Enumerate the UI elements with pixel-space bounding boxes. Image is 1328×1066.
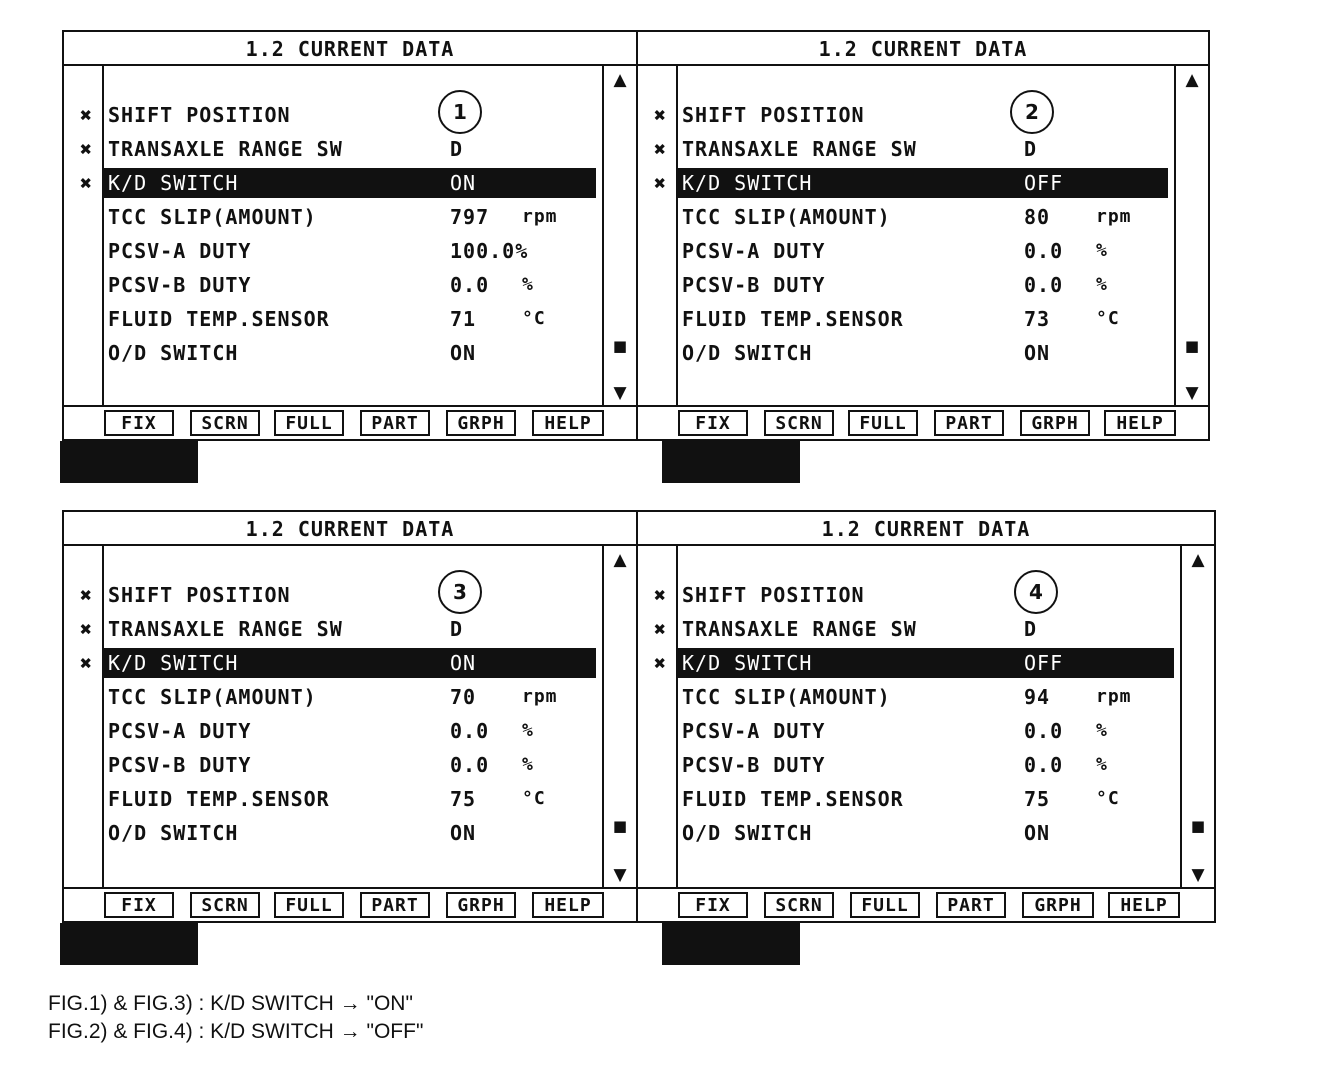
row-value: 0.0 — [1024, 273, 1064, 297]
scrn-key[interactable]: SCRN — [764, 410, 834, 436]
row-label: PCSV-B DUTY — [682, 273, 826, 297]
row-value: OFF — [1024, 651, 1064, 675]
row-unit: % — [1096, 240, 1108, 261]
redaction-block — [662, 441, 800, 483]
row-value: D — [450, 617, 464, 641]
fix-key[interactable]: FIX — [104, 410, 174, 436]
grph-key[interactable]: GRPH — [446, 892, 516, 918]
row-unit: rpm — [1096, 686, 1132, 707]
row-label: TRANSAXLE RANGE SW — [108, 137, 343, 161]
selected-mark-icon: ✖ — [653, 583, 667, 607]
selected-mark-icon: ✖ — [653, 171, 667, 195]
data-row[interactable] — [104, 100, 596, 130]
row-label: TRANSAXLE RANGE SW — [108, 617, 343, 641]
scroll-up-arrow-icon[interactable]: ▲ — [613, 70, 627, 90]
row-unit: rpm — [522, 206, 558, 227]
data-row[interactable] — [678, 682, 1174, 712]
scrn-key[interactable]: SCRN — [190, 410, 260, 436]
selected-mark-icon: ✖ — [79, 103, 93, 127]
scroll-up-arrow-icon[interactable]: ▲ — [1191, 550, 1205, 570]
row-label: FLUID TEMP.SENSOR — [108, 307, 330, 331]
data-row-highlighted[interactable] — [678, 168, 1168, 198]
row-value: 94 — [1024, 685, 1051, 709]
row-value: 0.0 — [450, 273, 490, 297]
data-row-highlighted[interactable] — [678, 648, 1174, 678]
row-value: ON — [450, 651, 477, 675]
row-value: 0.0 — [450, 753, 490, 777]
row-label: PCSV-A DUTY — [682, 239, 826, 263]
row-label: TRANSAXLE RANGE SW — [682, 137, 917, 161]
row-unit: °C — [522, 788, 546, 809]
data-row[interactable] — [104, 270, 596, 300]
row-unit: °C — [1096, 788, 1120, 809]
data-row[interactable] — [678, 716, 1174, 746]
row-label: FLUID TEMP.SENSOR — [682, 787, 904, 811]
figure-number-badge: 4 — [1014, 570, 1058, 614]
full-key[interactable]: FULL — [848, 410, 918, 436]
row-value: 75 — [1024, 787, 1051, 811]
row-unit: °C — [522, 308, 546, 329]
row-label: PCSV-A DUTY — [682, 719, 826, 743]
panel-fig-2 — [636, 30, 1210, 441]
row-value: 100.0% — [450, 239, 529, 263]
scrollbar[interactable] — [1180, 546, 1214, 887]
scroll-thumb-icon[interactable]: ■ — [1184, 337, 1200, 355]
redaction-block — [60, 923, 198, 965]
full-key[interactable]: FULL — [274, 410, 344, 436]
data-row[interactable] — [104, 818, 596, 848]
row-value: 0.0 — [1024, 239, 1064, 263]
data-row[interactable] — [678, 134, 1168, 164]
data-row[interactable] — [678, 304, 1168, 334]
row-label: PCSV-B DUTY — [108, 753, 252, 777]
part-key[interactable]: PART — [360, 892, 430, 918]
scroll-down-arrow-icon[interactable]: ▼ — [1185, 383, 1199, 403]
data-row[interactable] — [104, 784, 596, 814]
row-label: TCC SLIP(AMOUNT) — [108, 205, 317, 229]
data-row[interactable] — [678, 580, 1174, 610]
data-row[interactable] — [678, 202, 1168, 232]
panel-title: 1.2 CURRENT DATA — [64, 32, 636, 66]
data-row[interactable] — [104, 682, 596, 712]
full-key[interactable]: FULL — [850, 892, 920, 918]
data-row[interactable] — [678, 818, 1174, 848]
panel-fig-4 — [636, 510, 1216, 923]
row-value: 73 — [1024, 307, 1051, 331]
fix-key[interactable]: FIX — [678, 410, 748, 436]
figure-number-badge: 1 — [438, 90, 482, 134]
row-label: O/D SWITCH — [108, 821, 239, 845]
function-key-bar — [638, 405, 1208, 439]
row-value: 75 — [450, 787, 477, 811]
grph-key[interactable]: GRPH — [1022, 892, 1094, 918]
row-label: FLUID TEMP.SENSOR — [682, 307, 904, 331]
selected-mark-icon: ✖ — [79, 651, 93, 675]
function-key-bar — [64, 887, 636, 921]
scroll-thumb-icon[interactable]: ■ — [612, 337, 628, 355]
row-label: TCC SLIP(AMOUNT) — [108, 685, 317, 709]
data-row[interactable] — [104, 202, 596, 232]
redaction-block — [662, 923, 800, 965]
row-value: D — [450, 137, 464, 161]
data-row[interactable] — [104, 716, 596, 746]
help-key[interactable]: HELP — [1104, 410, 1176, 436]
scroll-thumb-icon[interactable]: ■ — [612, 817, 628, 835]
selected-mark-icon: ✖ — [79, 617, 93, 641]
data-row-highlighted[interactable] — [104, 648, 596, 678]
part-key[interactable]: PART — [934, 410, 1004, 436]
data-row[interactable] — [678, 750, 1174, 780]
selected-mark-icon: ✖ — [653, 137, 667, 161]
row-label: PCSV-A DUTY — [108, 719, 252, 743]
scrollbar[interactable] — [602, 66, 636, 405]
scrollbar[interactable] — [602, 546, 636, 887]
data-row[interactable] — [104, 236, 596, 266]
figure-number-badge: 2 — [1010, 90, 1054, 134]
scroll-down-arrow-icon[interactable]: ▼ — [613, 383, 627, 403]
row-value: ON — [1024, 821, 1051, 845]
scrn-key[interactable]: SCRN — [764, 892, 834, 918]
row-unit: % — [522, 720, 534, 741]
redaction-block — [60, 441, 198, 483]
data-row[interactable] — [678, 784, 1174, 814]
scrn-key[interactable]: SCRN — [190, 892, 260, 918]
row-label: SHIFT POSITION — [108, 583, 291, 607]
row-value: OFF — [1024, 171, 1064, 195]
row-label: K/D SWITCH — [108, 651, 239, 675]
data-row[interactable] — [678, 100, 1168, 130]
scrollbar[interactable] — [1174, 66, 1208, 405]
row-label: K/D SWITCH — [682, 171, 813, 195]
row-value: 80 — [1024, 205, 1051, 229]
data-row[interactable] — [678, 236, 1168, 266]
figure-number-badge: 3 — [438, 570, 482, 614]
row-unit: % — [522, 274, 534, 295]
row-label: PCSV-B DUTY — [682, 753, 826, 777]
row-value: 0.0 — [1024, 719, 1064, 743]
row-value: 71 — [450, 307, 477, 331]
part-key[interactable]: PART — [936, 892, 1006, 918]
row-value: D — [1024, 617, 1038, 641]
row-value: ON — [1024, 341, 1051, 365]
scroll-up-arrow-icon[interactable]: ▲ — [1185, 70, 1199, 90]
row-label: K/D SWITCH — [108, 171, 239, 195]
row-value: ON — [450, 171, 477, 195]
row-label: SHIFT POSITION — [682, 103, 865, 127]
fix-key[interactable]: FIX — [104, 892, 174, 918]
row-label: PCSV-A DUTY — [108, 239, 252, 263]
full-key[interactable]: FULL — [274, 892, 344, 918]
caption-line-1: FIG.1) & FIG.3) : K/D SWITCH → "ON" — [48, 992, 413, 1015]
help-key[interactable]: HELP — [1108, 892, 1180, 918]
panel-title: 1.2 CURRENT DATA — [638, 512, 1214, 546]
scroll-down-arrow-icon[interactable]: ▼ — [613, 865, 627, 885]
panel-fig-3 — [62, 510, 638, 923]
row-value: D — [1024, 137, 1038, 161]
row-unit: % — [1096, 274, 1108, 295]
scroll-up-arrow-icon[interactable]: ▲ — [613, 550, 627, 570]
help-key[interactable]: HELP — [532, 892, 604, 918]
row-unit: % — [1096, 754, 1108, 775]
data-row[interactable] — [678, 338, 1168, 368]
scroll-thumb-icon[interactable]: ■ — [1190, 817, 1206, 835]
selected-mark-icon: ✖ — [79, 583, 93, 607]
row-label: O/D SWITCH — [682, 821, 813, 845]
selected-mark-icon: ✖ — [653, 617, 667, 641]
row-label: SHIFT POSITION — [682, 583, 865, 607]
data-row[interactable] — [104, 134, 596, 164]
fix-key[interactable]: FIX — [678, 892, 748, 918]
scroll-down-arrow-icon[interactable]: ▼ — [1191, 865, 1205, 885]
row-label: SHIFT POSITION — [108, 103, 291, 127]
grph-key[interactable]: GRPH — [1020, 410, 1090, 436]
selected-mark-icon: ✖ — [79, 137, 93, 161]
function-key-bar — [638, 887, 1214, 921]
row-value: 0.0 — [450, 719, 490, 743]
row-label: K/D SWITCH — [682, 651, 813, 675]
function-key-bar — [64, 405, 636, 439]
row-value: ON — [450, 341, 477, 365]
row-label: TCC SLIP(AMOUNT) — [682, 685, 891, 709]
row-label: FLUID TEMP.SENSOR — [108, 787, 330, 811]
selected-mark-icon: ✖ — [653, 103, 667, 127]
data-row[interactable] — [678, 270, 1168, 300]
caption-line-2: FIG.2) & FIG.4) : K/D SWITCH → "OFF" — [48, 1020, 424, 1043]
grph-key[interactable]: GRPH — [446, 410, 516, 436]
row-label: TCC SLIP(AMOUNT) — [682, 205, 891, 229]
data-row[interactable] — [104, 614, 596, 644]
part-key[interactable]: PART — [360, 410, 430, 436]
row-value: 0.0 — [1024, 753, 1064, 777]
data-row-highlighted[interactable] — [104, 168, 596, 198]
row-label: O/D SWITCH — [108, 341, 239, 365]
data-row[interactable] — [678, 614, 1174, 644]
row-unit: rpm — [1096, 206, 1132, 227]
row-label: PCSV-B DUTY — [108, 273, 252, 297]
data-row[interactable] — [104, 750, 596, 780]
row-label: TRANSAXLE RANGE SW — [682, 617, 917, 641]
selected-mark-icon: ✖ — [79, 171, 93, 195]
panel-title: 1.2 CURRENT DATA — [64, 512, 636, 546]
row-value: 797 — [450, 205, 490, 229]
row-unit: % — [522, 754, 534, 775]
data-row[interactable] — [104, 338, 596, 368]
panel-title: 1.2 CURRENT DATA — [638, 32, 1208, 66]
data-row[interactable] — [104, 304, 596, 334]
row-label: O/D SWITCH — [682, 341, 813, 365]
row-unit: °C — [1096, 308, 1120, 329]
selected-mark-icon: ✖ — [653, 651, 667, 675]
row-value: ON — [450, 821, 477, 845]
row-value: 70 — [450, 685, 477, 709]
row-unit: % — [1096, 720, 1108, 741]
panel-fig-1 — [62, 30, 638, 441]
row-unit: rpm — [522, 686, 558, 707]
data-row[interactable] — [104, 580, 596, 610]
help-key[interactable]: HELP — [532, 410, 604, 436]
